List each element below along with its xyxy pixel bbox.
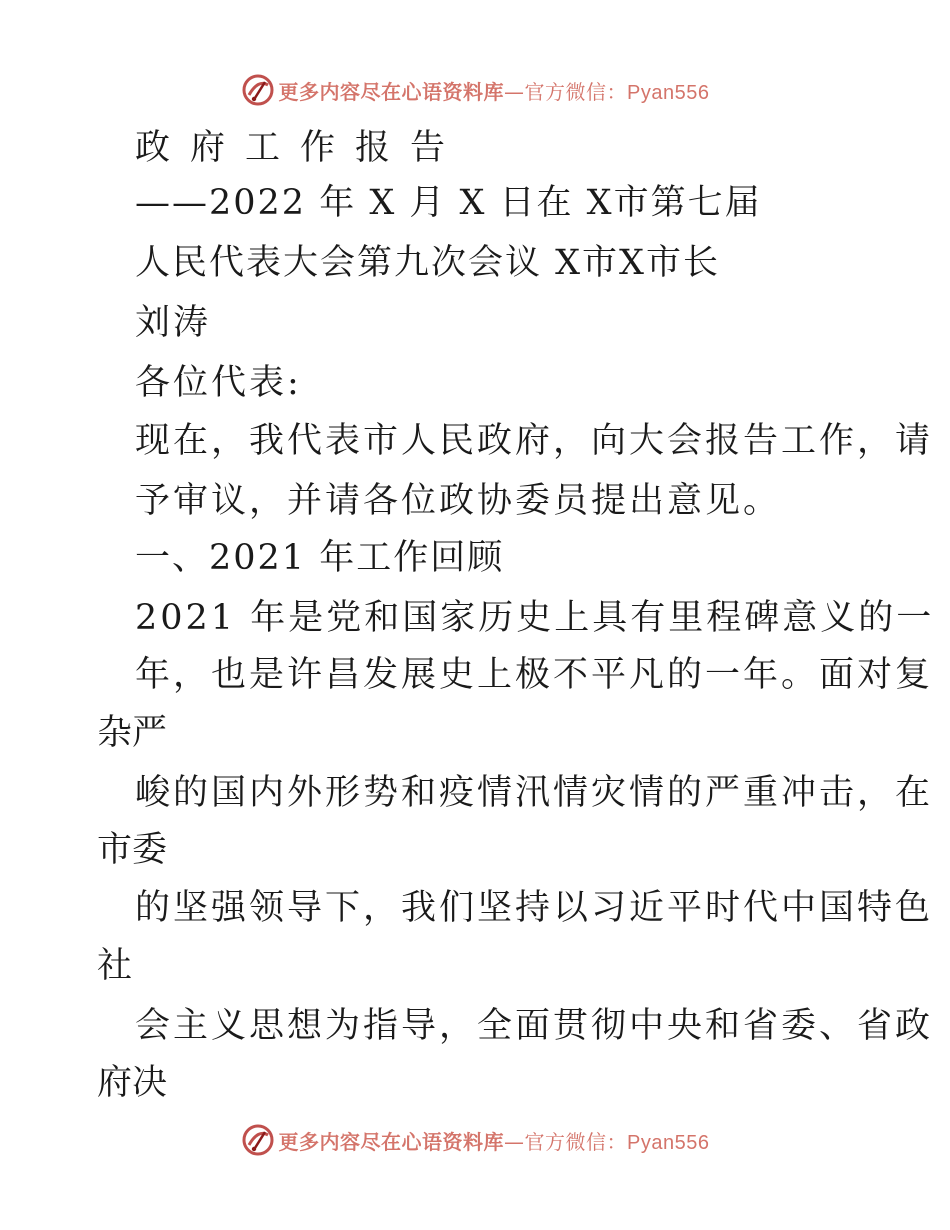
doc-line-11: 峻的国内外形势和疫情汛情灾情的严重冲击，在 xyxy=(135,773,934,813)
footer-banner-id: Pyan556 xyxy=(627,1131,710,1154)
doc-line-7: 一、2021 年工作回顾 xyxy=(135,538,505,578)
doc-line-1: ——2022 年 X 月 X 日在 X市第七届 xyxy=(135,183,762,223)
doc-line-14: 社 xyxy=(97,946,133,986)
header-banner-main: 更多内容尽在心语资料库 xyxy=(278,79,505,104)
footer-banner-sep: —官方微信： xyxy=(504,1129,628,1154)
header-banner-text xyxy=(279,76,710,105)
header-banner-sep: —官方微信： xyxy=(504,79,628,104)
header-watermark-banner xyxy=(0,70,950,110)
doc-line-4: 各位代表: xyxy=(135,363,302,403)
doc-line-5: 现在，我代表市人民政府，向大会报告工作，请 xyxy=(135,421,934,461)
doc-line-15: 会主义思想为指导，全面贯彻中央和省委、省政 xyxy=(135,1006,934,1046)
logo-icon xyxy=(241,73,275,107)
doc-line-3: 刘涛 xyxy=(135,303,212,343)
doc-line-9: 年，也是许昌发展史上极不平凡的一年。面对复 xyxy=(135,655,934,695)
doc-line-2: 人民代表大会第九次会议 X市X市长 xyxy=(135,243,720,283)
footer-banner-text xyxy=(279,1126,710,1155)
footer-banner-main: 更多内容尽在心语资料库 xyxy=(278,1129,505,1154)
doc-line-16: 府决 xyxy=(97,1063,168,1103)
header-banner-id: Pyan556 xyxy=(627,81,710,104)
logo-icon xyxy=(241,1123,275,1157)
doc-line-10: 杂严 xyxy=(97,713,168,753)
doc-line-8: 2021 年是党和国家历史上具有里程碑意义的一 xyxy=(135,598,935,638)
doc-line-12: 市委 xyxy=(97,830,168,870)
doc-line-13: 的坚强领导下，我们坚持以习近平时代中国特色 xyxy=(135,888,934,928)
doc-line-6: 予审议，并请各位政协委员提出意见。 xyxy=(135,481,782,521)
footer-watermark-banner xyxy=(0,1120,950,1160)
doc-title: 政府工作报告 xyxy=(135,128,466,168)
